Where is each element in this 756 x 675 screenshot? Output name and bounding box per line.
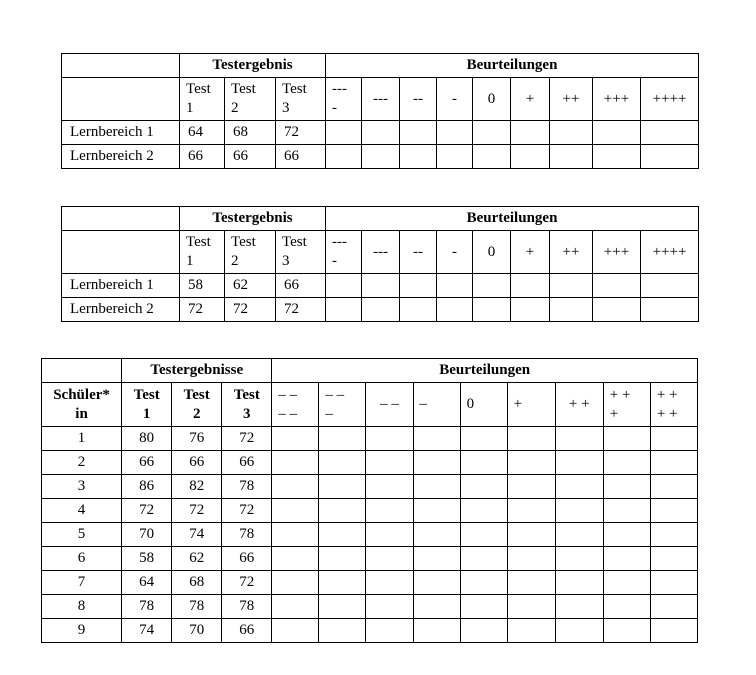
rating-cell [326,298,362,322]
score-cell: 72 [122,499,172,523]
rating-cell [413,523,460,547]
rating-cell [366,451,413,475]
score-cell: 68 [172,571,222,595]
rating-header: +++ [593,231,641,274]
score-cell: 66 [276,274,326,298]
corner-cell [62,207,180,231]
row-label: Lernbereich 1 [62,121,180,145]
rating-header: ++ [550,231,593,274]
rating-cell [507,499,555,523]
rating-cell [593,121,641,145]
rating-header: ++++ [641,231,699,274]
label-header-cell [62,78,180,121]
score-cell: 72 [180,298,225,322]
rating-cell [507,475,555,499]
rating-cell [641,121,699,145]
rating-cell [400,274,437,298]
table-row [42,499,698,523]
rating-cell [507,451,555,475]
rating-cell [366,571,413,595]
test-header: Test 1 [122,383,172,427]
score-cell: 78 [172,595,222,619]
rating-cell [366,595,413,619]
rating-cell [603,523,650,547]
rating-cell [326,274,362,298]
test-header: Test 3 [276,78,326,121]
rating-cell [366,523,413,547]
table-row [42,595,698,619]
header-test-results: Testergebnis [180,54,326,78]
rating-header: +++ [593,78,641,121]
rating-cell [507,619,555,643]
rating-cell [413,619,460,643]
score-cell: 78 [222,523,272,547]
rating-header: + [511,78,550,121]
table-row [42,523,698,547]
rating-cell [366,619,413,643]
rating-header: + + [555,383,603,427]
rating-cell [362,121,400,145]
student-id: 4 [42,499,122,523]
header-ratings: Beurteilungen [272,359,698,383]
test-header: Test 1 [180,231,225,274]
rating-cell [437,121,473,145]
rating-cell [650,523,697,547]
rating-header: - [437,78,473,121]
student-id: 1 [42,427,122,451]
table-row [62,274,699,298]
rating-cell [555,547,603,571]
score-cell: 78 [122,595,172,619]
score-cell: 64 [180,121,225,145]
rating-cell [413,427,460,451]
rating-cell [507,427,555,451]
rating-cell [593,145,641,169]
score-cell: 66 [225,145,276,169]
rating-cell [555,523,603,547]
rating-cell [507,523,555,547]
rating-cell [362,145,400,169]
student-id: 2 [42,451,122,475]
rating-cell [650,451,697,475]
rating-cell [413,451,460,475]
student-id: 5 [42,523,122,547]
rating-cell [460,451,507,475]
rating-cell [650,619,697,643]
rating-cell [413,547,460,571]
rating-header: + + + [603,383,650,427]
rating-cell [511,274,550,298]
rating-cell [319,499,366,523]
header-ratings: Beurteilungen [326,207,699,231]
score-cell: 82 [172,475,222,499]
rating-cell [641,274,699,298]
rating-cell [460,499,507,523]
rating-cell [319,547,366,571]
score-cell: 72 [222,571,272,595]
rating-cell [650,499,697,523]
rating-cell [400,145,437,169]
score-cell: 72 [222,427,272,451]
rating-cell [603,595,650,619]
rating-header: --- [362,78,400,121]
score-cell: 70 [172,619,222,643]
table-row [62,145,699,169]
rating-cell [473,298,511,322]
rating-cell [650,427,697,451]
score-cell: 66 [276,145,326,169]
rating-header: – [413,383,460,427]
rating-cell [413,595,460,619]
rating-cell [272,619,319,643]
rating-cell [555,619,603,643]
rating-cell [272,547,319,571]
table-row [62,298,699,322]
rating-cell [272,451,319,475]
rating-cell [473,145,511,169]
rating-header: ++ [550,78,593,121]
score-cell: 66 [172,451,222,475]
rating-cell [650,547,697,571]
rating-cell [272,475,319,499]
student-header: Schüler* in [42,383,122,427]
table-row [42,451,698,475]
rating-cell [319,619,366,643]
rating-cell [400,298,437,322]
score-cell: 72 [225,298,276,322]
rating-header: – – – – [272,383,319,427]
rating-cell [555,595,603,619]
rating-cell [362,274,400,298]
rating-cell [555,571,603,595]
rating-header: + [507,383,555,427]
rating-cell [413,499,460,523]
row-label: Lernbereich 2 [62,298,180,322]
rating-cell [555,427,603,451]
test-header: Test 2 [172,383,222,427]
rating-header: --- - [326,78,362,121]
rating-cell [272,571,319,595]
student-id: 7 [42,571,122,595]
score-cell: 74 [172,523,222,547]
score-cell: 66 [180,145,225,169]
rating-cell [272,427,319,451]
rating-cell [319,427,366,451]
score-cell: 78 [222,475,272,499]
rating-cell [460,619,507,643]
rating-cell [319,475,366,499]
table-row [42,571,698,595]
rating-cell [460,571,507,595]
rating-cell [550,298,593,322]
score-cell: 62 [172,547,222,571]
table-row [62,121,699,145]
score-cell: 62 [225,274,276,298]
rating-cell [603,427,650,451]
rating-cell [473,274,511,298]
student-id: 8 [42,595,122,619]
score-cell: 58 [122,547,172,571]
rating-header: -- [400,78,437,121]
test-header: Test 3 [222,383,272,427]
rating-cell [413,571,460,595]
results-table-students [41,358,698,643]
rating-cell [319,571,366,595]
results-table-1 [61,53,699,169]
rating-cell [460,595,507,619]
rating-cell [555,475,603,499]
rating-cell [473,121,511,145]
rating-cell [507,571,555,595]
rating-cell [641,145,699,169]
rating-header: 0 [460,383,507,427]
student-id: 9 [42,619,122,643]
table-row [42,475,698,499]
rating-cell [366,547,413,571]
test-header: Test 2 [225,231,276,274]
rating-cell [507,595,555,619]
corner-cell [42,359,122,383]
rating-cell [555,499,603,523]
student-id: 3 [42,475,122,499]
header-test-results: Testergebnis [180,207,326,231]
rating-header: - [437,231,473,274]
rating-cell [366,427,413,451]
rating-cell [603,451,650,475]
score-cell: 66 [222,451,272,475]
rating-cell [437,274,473,298]
rating-cell [550,274,593,298]
score-cell: 58 [180,274,225,298]
score-cell: 68 [225,121,276,145]
score-cell: 72 [276,121,326,145]
rating-cell [650,475,697,499]
rating-cell [272,499,319,523]
rating-cell [650,571,697,595]
rating-cell [603,547,650,571]
score-cell: 80 [122,427,172,451]
rating-cell [366,475,413,499]
rating-cell [272,595,319,619]
rating-cell [603,571,650,595]
rating-header: + + + + [650,383,697,427]
score-cell: 66 [222,547,272,571]
rating-cell [460,475,507,499]
score-cell: 70 [122,523,172,547]
student-id: 6 [42,547,122,571]
rating-cell [555,451,603,475]
rating-cell [641,298,699,322]
score-cell: 86 [122,475,172,499]
table-row [42,427,698,451]
rating-cell [603,619,650,643]
rating-cell [319,595,366,619]
score-cell: 76 [172,427,222,451]
table-row [42,547,698,571]
rating-header: + [511,231,550,274]
score-cell: 74 [122,619,172,643]
rating-header: 0 [473,231,511,274]
rating-cell [593,274,641,298]
rating-header: -- [400,231,437,274]
rating-cell [326,145,362,169]
row-label: Lernbereich 1 [62,274,180,298]
test-header: Test 1 [180,78,225,121]
rating-cell [319,523,366,547]
rating-cell [511,298,550,322]
rating-cell [272,523,319,547]
rating-cell [326,121,362,145]
rating-header: – – – [319,383,366,427]
rating-cell [603,475,650,499]
rating-cell [460,547,507,571]
rating-header: – – [366,383,413,427]
rating-cell [319,451,366,475]
header-test-results: Testergebnisse [122,359,272,383]
results-table-2 [61,206,699,322]
rating-cell [550,121,593,145]
score-cell: 64 [122,571,172,595]
score-cell: 78 [222,595,272,619]
table-row [42,619,698,643]
rating-cell [460,427,507,451]
rating-cell [437,145,473,169]
score-cell: 66 [222,619,272,643]
rating-cell [593,298,641,322]
rating-cell [511,121,550,145]
test-header: Test 3 [276,231,326,274]
rating-cell [437,298,473,322]
rating-header: 0 [473,78,511,121]
corner-cell [62,54,180,78]
rating-cell [511,145,550,169]
test-header: Test 2 [225,78,276,121]
label-header-cell [62,231,180,274]
header-ratings: Beurteilungen [326,54,699,78]
rating-header: --- [362,231,400,274]
rating-header: --- - [326,231,362,274]
rating-cell [650,595,697,619]
rating-header: ++++ [641,78,699,121]
score-cell: 72 [276,298,326,322]
rating-cell [507,547,555,571]
rating-cell [460,523,507,547]
rating-cell [550,145,593,169]
rating-cell [400,121,437,145]
rating-cell [366,499,413,523]
rating-cell [362,298,400,322]
rating-cell [413,475,460,499]
rating-cell [603,499,650,523]
row-label: Lernbereich 2 [62,145,180,169]
score-cell: 72 [172,499,222,523]
score-cell: 72 [222,499,272,523]
score-cell: 66 [122,451,172,475]
